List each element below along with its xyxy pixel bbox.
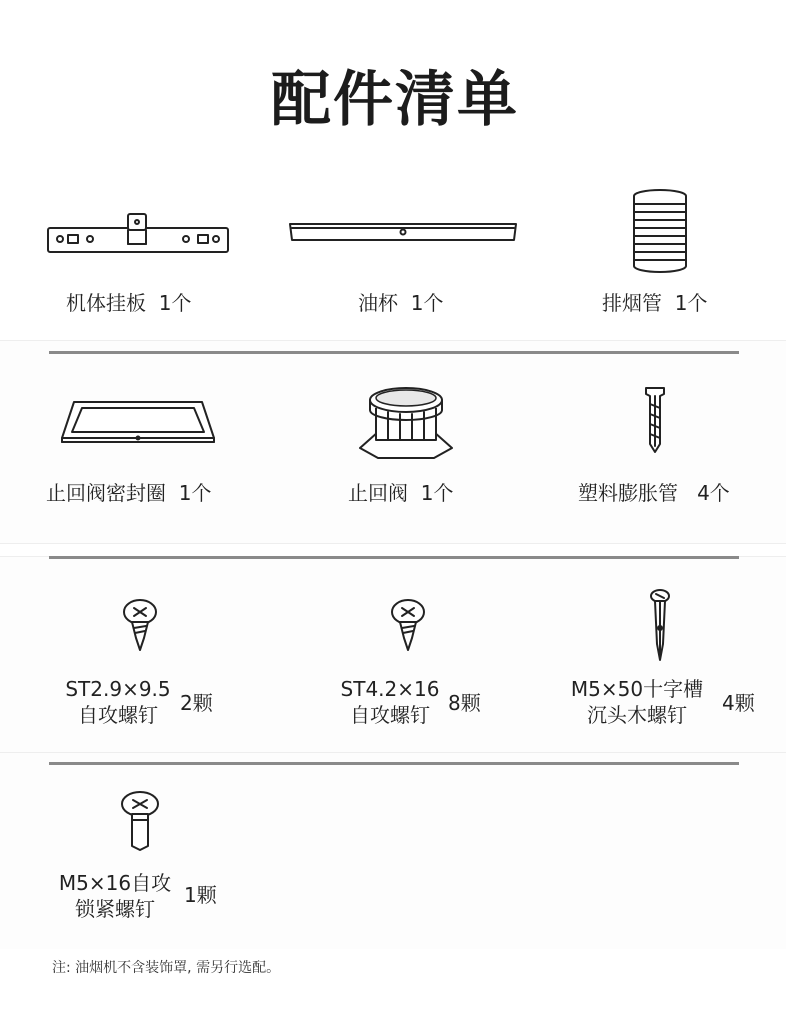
item-label (560, 676, 714, 728)
divider (49, 762, 739, 765)
item-spec: M5×16自攻 (58, 871, 172, 895)
page-title: 配件清单 (271, 65, 519, 135)
wood-screw-icon (648, 588, 672, 662)
oil-cup-icon (288, 218, 518, 246)
exhaust-pipe-icon (630, 188, 690, 274)
item-qty: 2颗 (180, 691, 213, 715)
item-label: 止回阀密封圈 1个 (46, 481, 212, 505)
footnote: 注: 油烟机不含装饰罩, 需另行选配。 (52, 960, 281, 976)
divider (49, 351, 739, 354)
item-type: 沉头木螺钉 (587, 703, 687, 727)
check-valve-icon (356, 378, 456, 460)
item-label (54, 870, 176, 922)
item-spec: ST2.9×9.5 (65, 677, 171, 701)
locking-screw-icon (118, 790, 162, 852)
screw-small-icon (120, 598, 160, 652)
plastic-anchor-icon (642, 384, 668, 454)
item-qty: 4颗 (722, 691, 755, 715)
item-spec: M5×50十字槽 (570, 677, 704, 701)
item-qty: 8颗 (448, 691, 481, 715)
item-spec: ST4.2×16 (340, 677, 440, 701)
item-type: 自攻螺钉 (350, 703, 430, 727)
screw-medium-icon (388, 598, 428, 652)
item-label (60, 676, 176, 728)
item-label (338, 676, 442, 728)
item-label: 机体挂板 1个 (66, 291, 192, 315)
divider (49, 556, 739, 559)
valve-seal-ring-icon (60, 398, 216, 446)
item-label: 油杯 1个 (358, 291, 444, 315)
item-label: 止回阀 1个 (348, 481, 454, 505)
item-type: 锁紧螺钉 (75, 897, 155, 921)
item-type: 自攻螺钉 (78, 703, 158, 727)
item-label: 排烟管 1个 (602, 291, 708, 315)
mounting-plate-icon (46, 210, 230, 260)
item-qty: 1颗 (184, 883, 217, 907)
item-label: 塑料膨胀管 4个 (578, 481, 730, 505)
